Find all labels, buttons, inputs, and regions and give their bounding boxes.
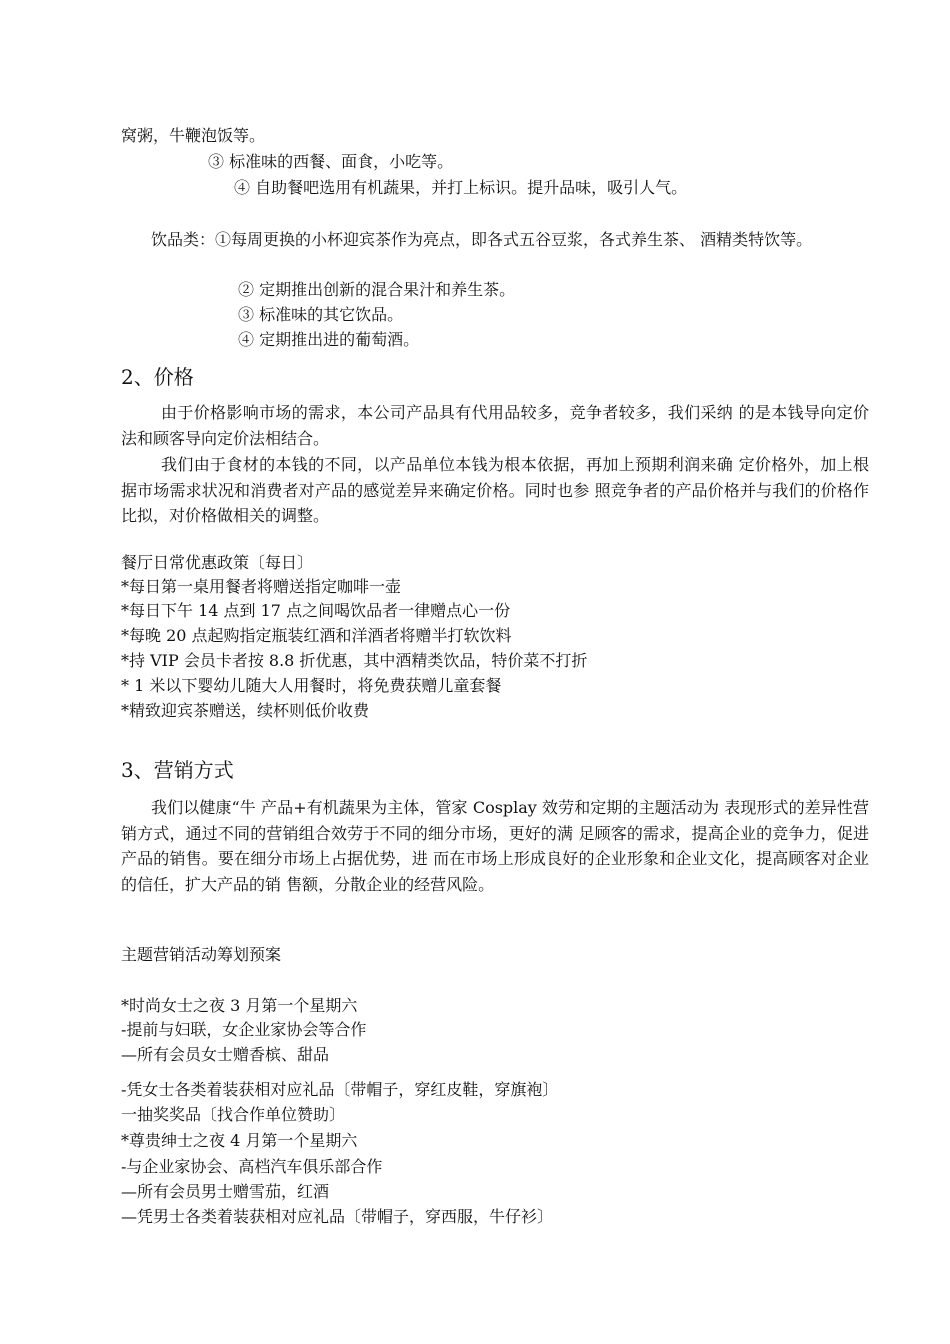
drinks-item-4: ④ 定期推出进的葡萄酒。 (238, 330, 420, 349)
policy-item: *每晚 20 点起购指定瓶装红酒和洋酒者将赠半打软饮料 (121, 626, 512, 645)
policy-item: *精致迎宾茶赠送，续杯则低价收费 (121, 701, 370, 720)
plan-title: 主题营销活动筹划预案 (121, 945, 282, 964)
drinks-item-2: ② 定期推出创新的混合果汁和养生茶。 (238, 280, 516, 299)
section-2-paragraph-2: 我们由于食材的本钱的不同，以产品单位本钱为根本依据，再加上预期利润来确 定价格外，加上根据市场需求状况和消费者对产品的感觉差异来确定价格。同时也参 照竞争者的产品价格并与我们的价格作比拟，对价格做相关的调整。 (121, 455, 869, 525)
policy-item: * 1 米以下婴幼儿随大人用餐时，将免费获赠儿童套餐 (121, 676, 502, 695)
food-item-3: ③ 标准味的西餐、面食，小吃等。 (208, 152, 454, 171)
policy-item: *每日第一桌用餐者将赠送指定咖啡一壶 (121, 577, 402, 596)
food-line-continuation: 窝粥，牛鞭泡饭等。 (121, 126, 266, 145)
policy-item: *持 VIP 会员卡者按 8.8 折优惠，其中酒精类饮品，特价菜不打折 (121, 651, 588, 670)
plan-item: -提前与妇联，女企业家协会等合作 (121, 1020, 367, 1039)
policy-title: 餐厅日常优惠政策〔每日〕 (121, 553, 314, 572)
plan-item: —凭男士各类着装获相对应礼品〔带帽子，穿西服，牛仔衫〕 (121, 1207, 554, 1226)
plan-item: —所有会员男士赠雪茄，红酒 (121, 1182, 330, 1201)
plan-item: 一抽奖奖品〔找合作单位赞助〕 (121, 1105, 346, 1124)
drinks-item-3: ③ 标准味的其它饮品。 (238, 305, 404, 324)
drinks-paragraph: 饮品类：①每周更换的小杯迎宾茶作为亮点，即各式五谷豆浆，各式养生茶、 酒精类特饮等。 (151, 230, 813, 249)
section-2-heading: 2、价格 (121, 365, 194, 389)
plan-item: *时尚女士之夜 3 月第一个星期六 (121, 996, 358, 1015)
food-item-4: ④ 自助餐吧选用有机蔬果，并打上标识。提升品味，吸引人气。 (234, 178, 688, 197)
section-3-paragraph: 我们以健康“牛 产品+有机蔬果为主体，管家 Cosplay 效劳和定期的主题活动为 表现形式的差异性营销方式，通过不同的营销组合效劳于不同的细分市场，更好的满 足顾客的需求，提高企业的竞争力，促进产品的销售。要在细分市场上占据优势，进 而在市场上形成良好的企业形象和企业文化，提高顾客对企业的信任，扩大产品的销 售额，分散企业的经营风险。 (121, 798, 869, 894)
policy-item: *每日下午 14 点到 17 点之间喝饮品者一律赠点心一份 (121, 601, 511, 620)
section-2-paragraph-1: 由于价格影响市场的需求，本公司产品具有代用品较多，竞争者较多，我们采纳 的是本钱导向定价法和顾客导向定价法相结合。 (121, 403, 869, 448)
plan-item: *尊贵绅士之夜 4 月第一个星期六 (121, 1131, 358, 1150)
plan-item: —所有会员女士赠香槟、甜品 (121, 1045, 330, 1064)
plan-item: -凭女士各类着装获相对应礼品〔带帽子，穿红皮鞋，穿旗袍〕 (121, 1080, 559, 1099)
plan-item: -与企业家协会、高档汽车俱乐部合作 (121, 1157, 383, 1176)
section-3-heading: 3、营销方式 (121, 758, 234, 782)
